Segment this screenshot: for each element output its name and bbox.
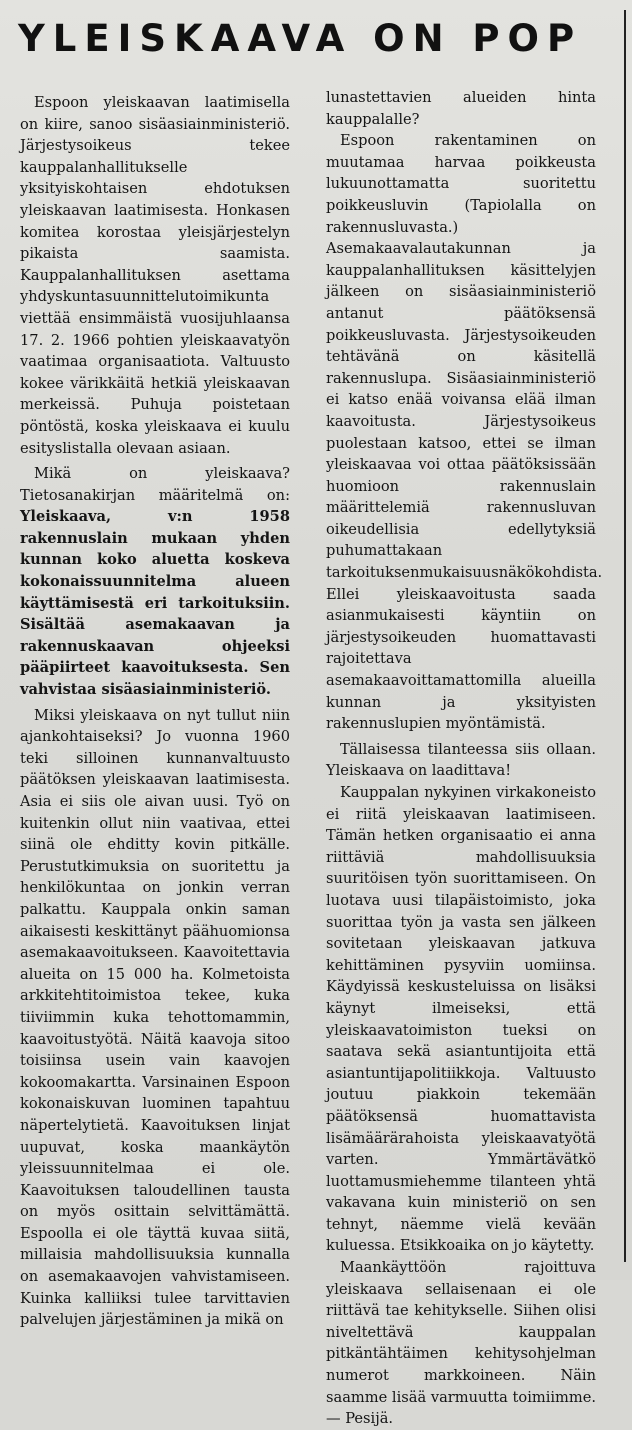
paragraph-organisation: Kauppalan nykyinen virkakoneisto ei riitä yleiskaavan laatimiseen. Tämän hetken organisaatio ei anna riittäviä mahdollisuuksia suuritöisen työn suorittamiseen. On luotava uusi tilapäistoimisto, joka suorittaa työn ja vasta sen jälkeen sovitetaan yleiskaavan jatkuva kehittäminen pysyviin uomiinsa. Käydyissä keskusteluissa on lisäksi käynyt ilmeiseksi, että yleiskaavatoimiston tueksi on saatava sekä asiantuntijoita että asiantuntijapolitiikkoja. Valtuusto joutuu piakkoin tekemään päätöksensä huomattavista lisämäärärahoista yleiskaavatyötä varten. Ymmärtävätkö luottamusmiehemme tilanteen yhtä vakavana kuin ministeriö on sen tehnyt, näemme vielä kevään kuluessa. Etsikkoaika on jo käytetty. [326,784,596,1255]
paragraph-building: Espoon rakentaminen on muutamaa harvaa poikkeusta lukuunottamatta suoritettu poikkeusluvin (Tapiolalla on rakennusluvasta.) Asemakaavalautakunnan ja kauppalanhallituksen käsittelyjen jälkeen on sisäasiainministeriö antanut päätöksensä poikkeusluvasta. Järjestysoikeuden tehtävänä on käsitellä rakennuslupa. Sisäasiainministeriö ei katso enää voivansa elää ilman kaavoitusta. Järjestysoikeus puolestaan katsoo, ettei se ilman yleiskaavaa voi ottaa päätöksissään huomioon rakennuslain määrittelemiä rakennusluvan oikeudellisia edellytyksiä puhumattakaan tarkoituksenmukaisuusnäkökohdista. Ellei yleiskaavoitusta saada asianmukaisesti käyntiin on järjestysoikeuden huomattavasti rajoitettava asemakaavoittamattomilla alueilla kunnan ja yksityisten rakennuslupien myöntämistä. [326,132,603,733]
paragraph-definition [20,463,290,701]
definition-lead: Mikä on yleiskaava? Tietosanakirjan määritelmä on: [20,465,290,504]
headline: YLEISKAAVA ON POP [18,17,583,60]
article-column-right [326,87,603,1430]
paragraph-continuation: lunastettavien alueiden hinta kauppalalle? [326,89,596,128]
article-column-left [20,92,290,1331]
column-rule [624,10,626,1262]
definition-text: Yleiskaava, v:n 1958 rakennuslain mukaan yhden kunnan koko aluetta koskeva kokonaissuunnitelma alueen käyttämisestä eri tarkoituksiin. Sisältää asemakaavan ja rakennuskaavan ohjeeksi pääpiirteet kaavoituksesta. Sen vahvistaa sisäasiainministeriö. [20,508,290,699]
paragraph-why: Miksi yleiskaava on nyt tullut niin ajankohtaiseksi? Jo vuonna 1960 teki silloinen kunnanvaltuusto päätöksen yleiskaavan laatimisesta. Asia ei siis ole aivan uusi. Työ on kuitenkin ollut niin vaativaa, ettei siinä ole ehditty kovin pitkälle. Perustutkimuksia on suoritettu ja henkilökuntaa on jonkin verran palkattu. Kauppala onkin saman aikaisesti keskittänyt päähuomionsa asemakaavoitukseen. Kaavoitettavia alueita on 15 000 ha. Kolmetoista arkkitehtitoimistoa tekee, kuka tiiviimmin kuka tehottomammin, kaavoitustyötä. Näitä kaavoja sitoo toisiinsa usein vain kaavojen kokoomakartta. Varsinainen Espoon kokonaiskuvan luominen tapahtuu näpertelytietä. Kaavoituksen linjat uupuvat, koska maankäytön yleissuunnitelmaa ei ole. Kaavoituksen taloudellinen tausta on myös osittain selvittämättä. Espoolla ei ole täyttä kuvaa siitä, millaisia mahdollisuuksia kunnalla on asemakaavojen vahvistamiseen. Kuinka kalliiksi tulee tarvittavien palvelujen järjestäminen ja mikä on [20,706,290,1329]
paragraph-situation: Tällaisessa tilanteessa siis ollaan. Yleiskaava on laadittava! [326,740,596,780]
paragraph-conclusion: Maankäyttöön rajoittuva yleiskaava sellaisenaan ei ole riittävä tae kehitykselle. Siihen olisi niveltettävä kauppalan pitkäntähtäimen kehitysohjelman numerot markkoineen. Näin saamme lisää varmuutta toimiimme. — Pesijä. [326,1259,596,1428]
paragraph-intro: Espoon yleiskaavan laatimisella on kiire, sanoo sisäasiainministeriö. Järjestysoikeus tekee kauppalanhallitukselle yksityiskohtaisen ehdotuksen yleiskaavan laatimisesta. Honkasen komitea korostaa yleisjärjestelyn pikaista saamista. Kauppalanhallituksen asettama yhdyskuntasuunnittelutoimikunta viettää ensimmäistä vuosijuhlaansa 17. 2. 1966 pohtien yleiskaavatyön vaatimaa organisaatiota. Valtuusto kokee värikkäitä hetkiä yleiskaavan merkeissä. Puhuja poistetaan pöntöstä, koska yleiskaava ei kuulu esityslistalla olevaan asiaan. [20,94,290,457]
